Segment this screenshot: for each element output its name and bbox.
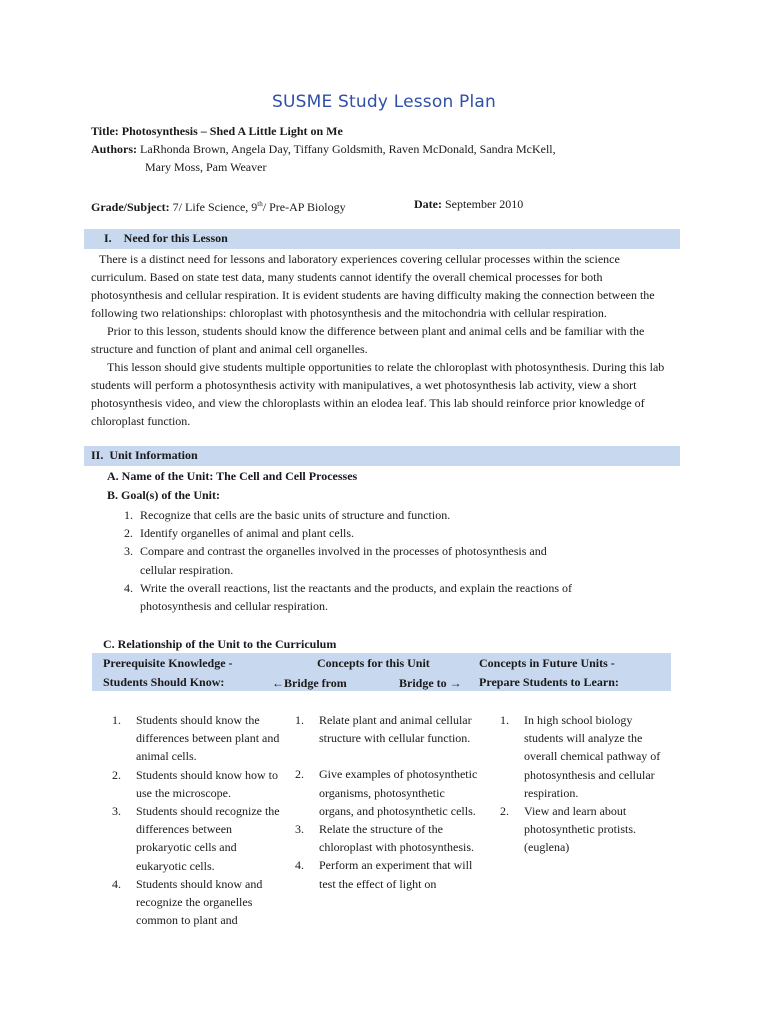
document-title: SUSME Study Lesson Plan bbox=[271, 92, 496, 112]
future-header-2: Prepare Students to Learn: bbox=[479, 675, 619, 689]
list-item: 3. Compare and contrast the organelles involved in the processes of photosynthesis and cellular respiration. bbox=[124, 544, 547, 577]
date-value: September 2010 bbox=[444, 197, 524, 211]
grade-subject-line bbox=[91, 196, 346, 216]
grade-label: Grade/Subject: bbox=[91, 200, 170, 214]
list-item: 3. Relate the structure of the chloroplast with photosynthesis. bbox=[295, 822, 474, 855]
paragraph: Prior to this lesson, students should know the difference between plant and animal cells and be familiar with the structure and function of plant and animal cell organelles. bbox=[91, 324, 645, 356]
list-item: 3. Students should recognize the differences between prokaryotic cells and eukaryotic cells. bbox=[112, 804, 280, 873]
list-item: 1. In high school biology students will analyze the overall chemical pathway of photosynthesis and cellular respiration. bbox=[500, 713, 661, 800]
section-1-heading: I. Need for this Lesson bbox=[104, 231, 228, 245]
list-item: 4. Perform an experiment that will test the effect of light on bbox=[295, 858, 473, 891]
authors-label: Authors: bbox=[91, 142, 138, 156]
list-item: 1. Recognize that cells are the basic units of structure and function. bbox=[124, 508, 451, 522]
list-item: 1. Students should know the differences between plant and animal cells. bbox=[112, 713, 280, 764]
unit-name: A. Name of the Unit: The Cell and Cell Processes bbox=[107, 469, 358, 483]
list-item: 4. Students should know and recognize the organelles common to plant and bbox=[112, 876, 263, 928]
section-1-body bbox=[91, 250, 676, 430]
title-value: Photosynthesis – Shed A Little Light on Me bbox=[121, 124, 343, 138]
section-1-band bbox=[84, 229, 680, 249]
list-item: 2. Students should know how to use the microscope. bbox=[112, 767, 279, 800]
goals-heading: B. Goal(s) of the Unit: bbox=[107, 488, 220, 502]
grade-value: 7/ Life Science, 9th/ Pre-AP Biology bbox=[172, 200, 346, 214]
section-2-heading: II. Unit Information bbox=[91, 448, 198, 462]
bridge-from-label: ←Bridge from bbox=[272, 676, 347, 690]
future-header-1: Concepts in Future Units - bbox=[479, 656, 615, 670]
authors-value: LaRhonda Brown, Angela Day, Tiffany Goldsmith, Raven McDonald, Sandra McKell, bbox=[140, 142, 556, 156]
bridge-to-label: Bridge to → bbox=[399, 676, 462, 690]
list-item: 2. Identify organelles of animal and plant cells. bbox=[124, 526, 355, 541]
concepts-header: Concepts for this Unit bbox=[317, 656, 430, 670]
prereq-header-1: Prerequisite Knowledge - bbox=[103, 656, 233, 670]
list-item: 2. View and learn about photosynthetic protists. (euglena) bbox=[500, 804, 636, 855]
section-2-band bbox=[84, 446, 680, 466]
paragraph: There is a distinct need for lessons and laboratory experiences covering cellular processes within the science curriculum. Based on state test data, many students cannot identify the overall chemical processes for both photosynthesis and cellular respiration. It is evident students are having difficulty making the connection between the following two relationships: chloroplast with photosynthesis and the mitochondria with cellular respiration. bbox=[91, 252, 655, 320]
curriculum-table-header bbox=[92, 653, 671, 691]
title-label: Title: bbox=[91, 124, 119, 138]
date-label: Date: bbox=[414, 197, 442, 211]
date-line bbox=[414, 196, 523, 213]
goals-list bbox=[124, 506, 584, 615]
future-column bbox=[500, 711, 672, 857]
concepts-column bbox=[295, 711, 481, 893]
list-item: 2. Give examples of photosynthetic organisms, photosynthetic organs, and photosynthetic cells. bbox=[295, 767, 478, 818]
list-item: 4. Write the overall reactions, list the reactants and the products, and explain the reactions of photosynthesis and cellular respiration. bbox=[124, 580, 573, 614]
authors-line-2: Mary Moss, Pam Weaver bbox=[145, 160, 267, 174]
paragraph: This lesson should give students multiple opportunities to relate the chloroplast with photosynthesis. During this lab students will perform a photosynthesis activity with manipulatives, a wet photosynthesis lab activity, view a short photosynthesis video, and view the chloroplasts within an elodea leaf. This lab should reinforce prior knowledge of chloroplast function. bbox=[91, 360, 665, 428]
authors-line bbox=[91, 141, 556, 158]
title-line bbox=[91, 123, 343, 140]
relationship-heading: C. Relationship of the Unit to the Curriculum bbox=[103, 637, 337, 651]
prereq-header-2: Students Should Know: bbox=[103, 675, 225, 689]
prereq-column bbox=[112, 711, 280, 929]
list-item: 1. Relate plant and animal cellular structure with cellular function. bbox=[295, 713, 472, 746]
